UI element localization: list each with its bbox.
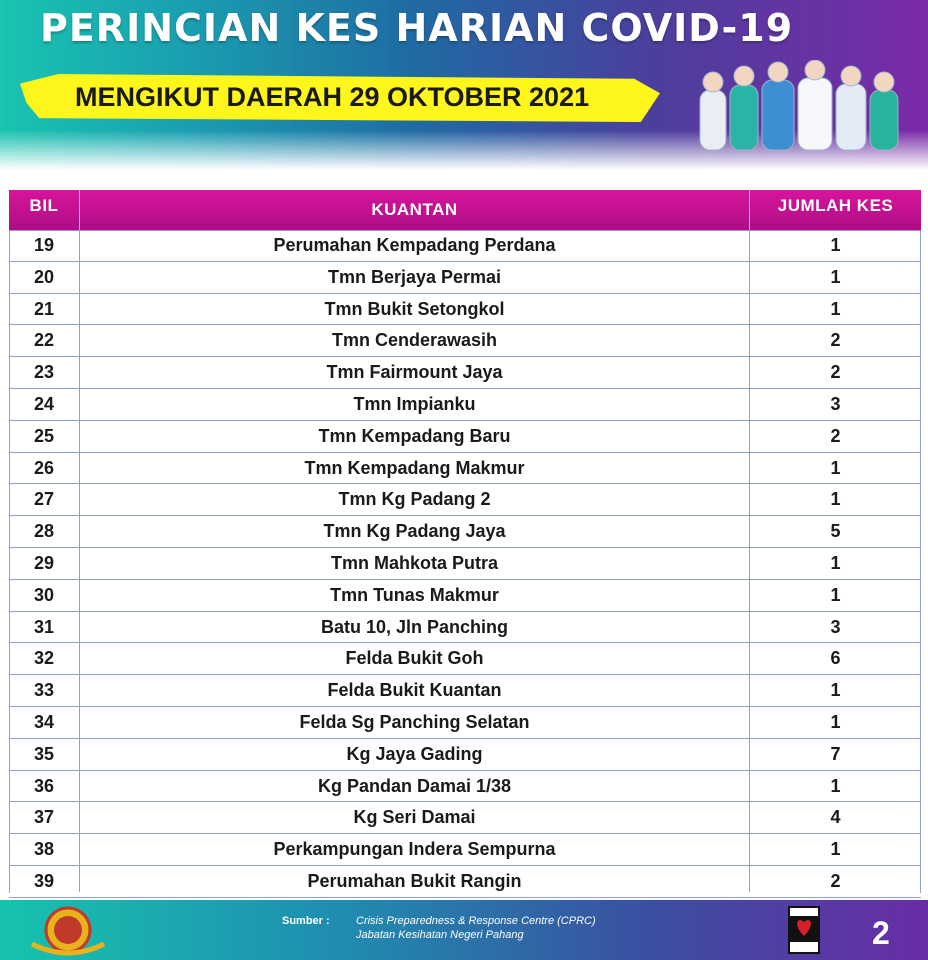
row-case-count: 1 — [830, 235, 841, 255]
table-body — [9, 230, 921, 898]
row-bil: 26 — [33, 457, 55, 478]
row-bil: 38 — [33, 839, 55, 860]
row-case-count: 2 — [830, 425, 841, 446]
table-row — [9, 866, 921, 898]
row-bil: 23 — [33, 362, 55, 383]
table-row — [9, 643, 921, 675]
row-case-count: 1 — [830, 839, 841, 860]
row-case-count: 3 — [830, 393, 841, 414]
row-location: Felda Sg Panching Selatan — [299, 711, 530, 732]
source-line-1: Crisis Preparedness & Response Centre (CPRC) — [356, 915, 596, 927]
row-bil: 35 — [33, 743, 55, 764]
row-bil: 24 — [33, 393, 55, 414]
row-case-count: 1 — [830, 489, 841, 510]
row-bil: 21 — [33, 298, 55, 319]
row-bil: 31 — [33, 616, 55, 637]
row-bil: 32 — [33, 648, 55, 669]
koi-nar-bersih-logo-icon — [788, 906, 820, 954]
page-subtitle: MENGIKUT DAERAH 29 OKTOBER 2021 — [75, 82, 590, 112]
row-location: Perumahan Kempadang Perdana — [273, 235, 556, 255]
row-bil: 36 — [33, 775, 55, 796]
row-case-count: 2 — [830, 870, 841, 891]
row-bil: 29 — [33, 552, 55, 573]
row-case-count: 5 — [830, 521, 841, 542]
row-case-count: 3 — [830, 616, 841, 637]
row-location: Tmn Fairmount Jaya — [326, 362, 503, 383]
row-bil: 19 — [33, 235, 55, 255]
row-bil: 33 — [33, 680, 55, 701]
row-case-count: 1 — [830, 457, 841, 478]
row-case-count: 2 — [830, 362, 841, 383]
table-row — [9, 802, 921, 834]
table-header — [9, 190, 921, 230]
table-row — [9, 325, 921, 357]
table-row — [9, 612, 921, 644]
row-bil: 39 — [33, 870, 55, 891]
table-row — [9, 230, 921, 262]
column-divider — [749, 230, 750, 892]
row-case-count: 1 — [830, 266, 841, 287]
row-location: Kg Seri Damai — [353, 807, 476, 828]
column-header-total: JUMLAH KES — [777, 196, 894, 215]
row-location: Tmn Kg Padang Jaya — [323, 521, 506, 542]
row-bil: 30 — [33, 584, 55, 605]
row-location: Perkampungan Indera Sempurna — [273, 839, 556, 860]
table-row — [9, 421, 921, 453]
table-row — [9, 453, 921, 485]
row-location: Felda Bukit Goh — [345, 648, 484, 669]
row-case-count: 2 — [830, 330, 841, 351]
row-bil: 37 — [33, 807, 55, 828]
row-location: Kg Pandan Damai 1/38 — [317, 775, 512, 796]
table-row — [9, 484, 921, 516]
table-row — [9, 262, 921, 294]
row-location: Kg Jaya Gading — [346, 743, 483, 764]
row-case-count: 1 — [830, 552, 841, 573]
table-row — [9, 548, 921, 580]
row-bil: 22 — [33, 330, 55, 351]
row-case-count: 7 — [830, 743, 841, 764]
row-location: Tmn Impianku — [353, 393, 476, 414]
source-label: Sumber : — [282, 915, 330, 927]
jkn-logo-icon — [28, 904, 108, 956]
column-header-bil: BIL — [29, 196, 59, 215]
row-location: Tmn Mahkota Putra — [330, 552, 499, 573]
row-bil: 25 — [33, 425, 55, 446]
row-location: Tmn Tunas Makmur — [330, 584, 499, 605]
row-case-count: 6 — [830, 648, 841, 669]
source-line-2: Jabatan Kesihatan Negeri Pahang — [356, 929, 524, 941]
table-row — [9, 294, 921, 326]
row-case-count: 1 — [830, 584, 841, 605]
row-location: Felda Bukit Kuantan — [327, 680, 502, 701]
column-divider — [79, 230, 80, 892]
row-case-count: 1 — [830, 775, 841, 796]
table-row — [9, 739, 921, 771]
row-location: Tmn Bukit Setongkol — [324, 298, 505, 319]
table-row — [9, 675, 921, 707]
row-location: Tmn Cenderawasih — [331, 330, 498, 351]
row-case-count: 1 — [830, 680, 841, 701]
row-location: Tmn Kempadang Makmur — [304, 457, 525, 478]
table-row — [9, 580, 921, 612]
table-row — [9, 834, 921, 866]
healthcare-workers-illustration — [690, 60, 920, 155]
row-bil: 28 — [33, 521, 55, 542]
row-location: Perumahan Bukit Rangin — [307, 870, 522, 891]
row-bil: 20 — [33, 266, 55, 287]
row-bil: 27 — [33, 489, 55, 510]
table-row — [9, 771, 921, 803]
row-location: Tmn Kempadang Baru — [318, 425, 511, 446]
row-location: Batu 10, Jln Panching — [320, 616, 509, 637]
row-case-count: 1 — [830, 298, 841, 319]
table-row — [9, 357, 921, 389]
row-bil: 34 — [33, 711, 55, 732]
table-row — [9, 707, 921, 739]
page-title: PERINCIAN KES HARIAN COVID-19 — [40, 6, 794, 50]
table-row — [9, 389, 921, 421]
row-location: Tmn Kg Padang 2 — [338, 489, 491, 510]
row-case-count: 1 — [830, 711, 841, 732]
row-case-count: 4 — [830, 807, 841, 828]
row-location: Tmn Berjaya Permai — [327, 266, 502, 287]
page-number: 2 — [872, 915, 890, 951]
table-row — [9, 516, 921, 548]
column-header-district: KUANTAN — [371, 200, 458, 219]
